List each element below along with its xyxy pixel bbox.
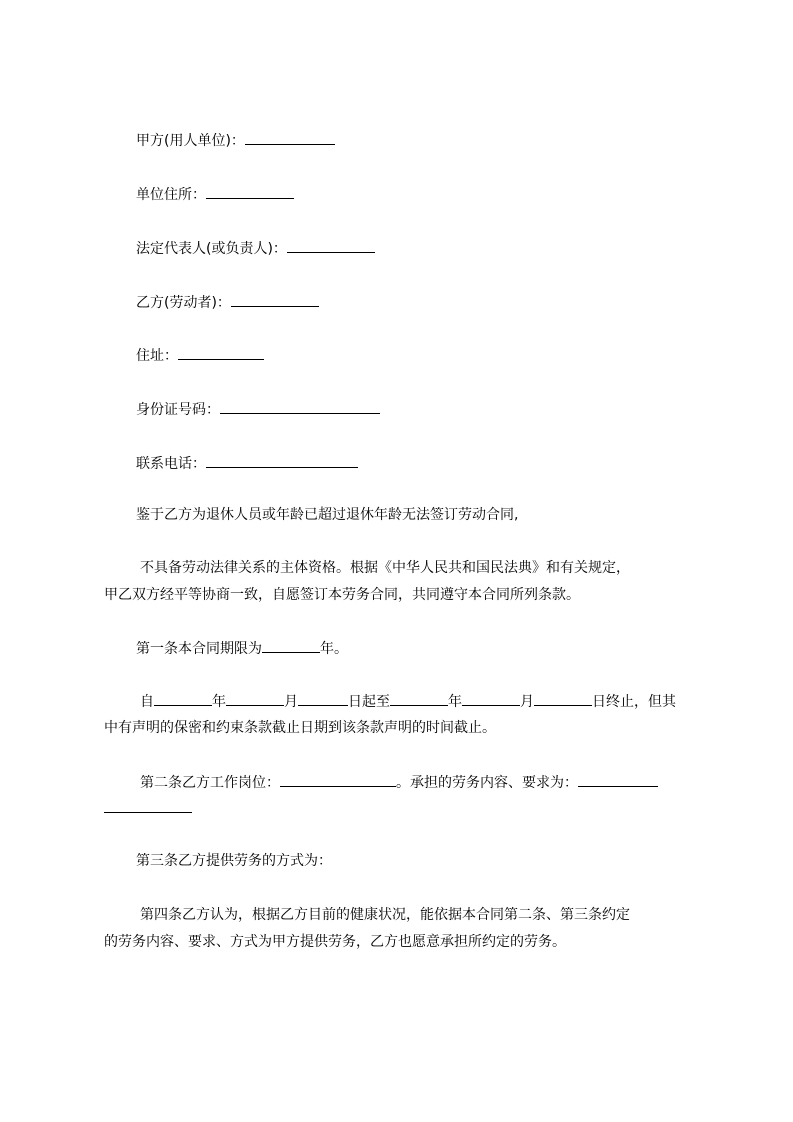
id-number-label: 身份证号码： <box>136 402 220 418</box>
term-from-label: 自 <box>140 694 154 710</box>
start-day-label: 日起至 <box>348 694 390 710</box>
intro-paragraph-2-line-2: 甲乙双方经平等协商一致，自愿签订本劳务合同，共同遵守本合同所列条款。 <box>104 587 580 603</box>
article-1-text: 第一条本合同期限为 <box>136 641 262 657</box>
party-a-field <box>136 130 335 151</box>
address-blank[interactable] <box>206 184 294 199</box>
start-month-blank[interactable] <box>226 691 284 706</box>
party-b-blank[interactable] <box>231 292 319 307</box>
phone-field <box>136 453 358 474</box>
article-2-text: 第二条乙方工作岗位： <box>140 775 280 791</box>
term-years-blank[interactable] <box>262 638 320 653</box>
end-month-blank[interactable] <box>462 691 520 706</box>
party-a-label: 甲方(用人单位)： <box>136 133 245 149</box>
party-a-blank[interactable] <box>245 130 335 145</box>
party-b-field <box>136 292 319 313</box>
term-dates-line <box>140 691 676 712</box>
article-1-suffix: 年。 <box>320 641 348 657</box>
party-b-label: 乙方(劳动者)： <box>136 295 231 311</box>
residence-field <box>136 345 264 366</box>
start-year-label: 年 <box>212 694 226 710</box>
duties-blank-2[interactable] <box>104 798 192 813</box>
id-number-blank[interactable] <box>220 399 380 414</box>
legal-rep-blank[interactable] <box>287 238 375 253</box>
article-2-line-2 <box>104 798 192 819</box>
article-2 <box>140 772 658 793</box>
phone-label: 联系电话： <box>136 456 206 472</box>
start-year-blank[interactable] <box>154 691 212 706</box>
intro-paragraph-2-line-1: 不具备劳动法律关系的主体资格。根据《中华人民共和国民法典》和有关规定， <box>140 560 630 576</box>
article-2-suffix: 。承担的劳务内容、要求为： <box>396 775 578 791</box>
intro-paragraph-1: 鉴于乙方为退休人员或年龄已超过退休年龄无法签订劳动合同, <box>136 507 519 523</box>
article-4-line-2: 的劳务内容、要求、方式为甲方提供劳务，乙方也愿意承担所约定的劳务。 <box>104 934 566 950</box>
position-blank[interactable] <box>280 772 396 787</box>
end-year-blank[interactable] <box>390 691 448 706</box>
residence-blank[interactable] <box>178 345 264 360</box>
id-number-field <box>136 399 380 420</box>
address-label: 单位住所： <box>136 187 206 203</box>
end-year-label: 年 <box>448 694 462 710</box>
article-3: 第三条乙方提供劳务的方式为： <box>136 853 332 869</box>
end-month-label: 月 <box>520 694 534 710</box>
article-1 <box>136 638 348 659</box>
start-month-label: 月 <box>284 694 298 710</box>
address-field <box>136 184 294 205</box>
article-4-line-1: 第四条乙方认为，根据乙方目前的健康状况，能依据本合同第二条、第三条约定 <box>140 907 630 923</box>
residence-label: 住址： <box>136 348 178 364</box>
duties-blank-1[interactable] <box>578 772 658 787</box>
legal-rep-field <box>136 238 375 259</box>
phone-blank[interactable] <box>206 453 358 468</box>
end-day-label: 日终止，但其 <box>592 694 676 710</box>
start-day-blank[interactable] <box>298 691 348 706</box>
legal-rep-label: 法定代表人(或负责人)： <box>136 241 287 257</box>
term-dates-line-2: 中有声明的保密和约束条款截止日期到该条款声明的时间截止。 <box>104 720 496 736</box>
end-day-blank[interactable] <box>534 691 592 706</box>
